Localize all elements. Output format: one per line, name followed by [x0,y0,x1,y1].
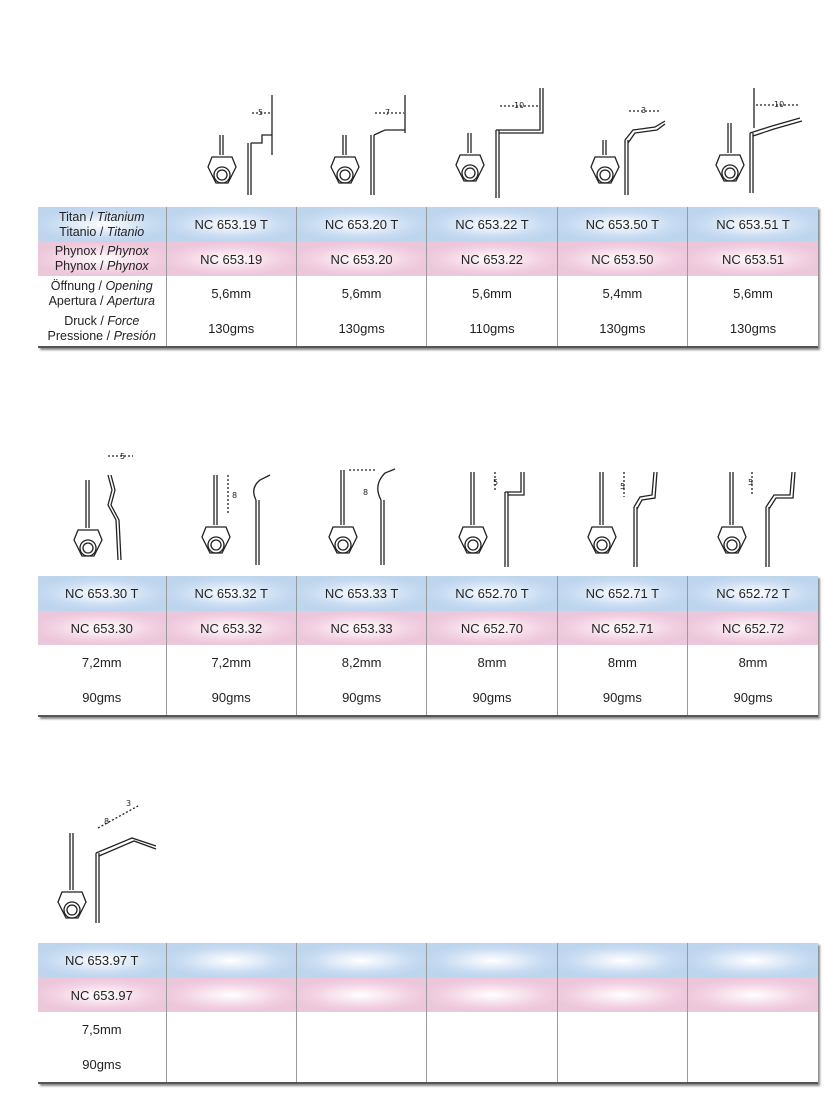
empty-cell [688,1012,818,1047]
phynox-code: NC 652.72 [688,611,818,645]
empty-cell [427,978,557,1012]
force-row [38,1047,818,1083]
clasp-drawing-653-33 [325,465,405,570]
empty-cell [557,978,687,1012]
opening-row [38,276,818,311]
dimension-label: 5 [120,452,126,461]
phynox-code: NC 652.71 [557,611,687,645]
titanium-code: NC 653.30 T [38,576,166,611]
force-value: 90gms [557,680,687,716]
empty-cell [427,1012,557,1047]
empty-cell [166,943,296,978]
dimension-label: 5 [748,478,754,487]
dimension-label: 8 [363,488,369,497]
phynox-label: Phynox / Phynox Phynox / Phynox [38,242,166,276]
clasp-spec-table-1 [38,207,818,348]
opening-value: 8,2mm [296,645,426,680]
phynox-code: NC 652.70 [427,611,557,645]
force-value: 130gms [166,311,296,347]
force-value: 90gms [38,680,166,716]
clasp-drawing-653-30 [68,450,148,570]
clasp-drawing-653-32 [200,470,280,570]
clasp-spec-table-3 [38,943,818,1084]
force-row [38,311,818,347]
opening-value: 7,2mm [38,645,166,680]
phynox-code: NC 653.32 [166,611,296,645]
empty-cell [166,1047,296,1083]
force-value: 90gms [427,680,557,716]
titanium-code: NC 652.72 T [688,576,818,611]
opening-label: Öffnung / Opening Apertura / Apertura [38,276,166,311]
force-value: 130gms [557,311,687,347]
opening-value: 7,5mm [38,1012,166,1047]
clasp-drawing-653-20 [325,95,415,205]
titanium-label: Titan / Titanium Titanio / Titanio [38,207,166,242]
opening-value: 5,6mm [166,276,296,311]
phynox-row [38,242,818,276]
empty-cell [427,943,557,978]
dimension-label: 3 [641,106,647,115]
clasp-drawing-653-22 [450,88,550,203]
phynox-code: NC 653.50 [557,242,687,276]
empty-cell [296,978,426,1012]
force-row [38,680,818,716]
empty-cell [166,978,296,1012]
titanium-code: NC 653.22 T [427,207,557,242]
opening-value: 5,6mm [688,276,818,311]
force-value: 90gms [296,680,426,716]
force-value: 130gms [688,311,818,347]
opening-value: 8mm [427,645,557,680]
dimension-label: 10 [514,101,525,110]
clasp-drawing-653-97 [52,798,162,938]
force-value: 110gms [427,311,557,347]
force-value: 90gms [166,680,296,716]
force-value: 130gms [296,311,426,347]
titanium-code: NC 653.20 T [296,207,426,242]
empty-cell [688,1047,818,1083]
empty-cell [688,943,818,978]
dimension-label: 5 [258,108,264,117]
clasp-drawing-652-71 [582,467,662,572]
phynox-code: NC 653.33 [296,611,426,645]
clasp-drawing-653-51 [712,88,807,203]
titanium-code: NC 653.19 T [166,207,296,242]
opening-value: 8mm [688,645,818,680]
phynox-code: NC 653.19 [166,242,296,276]
empty-cell [427,1047,557,1083]
phynox-code: NC 653.30 [38,611,166,645]
phynox-row [38,611,818,645]
empty-cell [296,943,426,978]
phynox-code: NC 653.20 [296,242,426,276]
phynox-row [38,978,818,1012]
opening-value: 8mm [557,645,687,680]
empty-cell [166,1012,296,1047]
opening-value: 7,2mm [166,645,296,680]
empty-cell [296,1047,426,1083]
titanium-row [38,576,818,611]
dimension-label: 8 [104,817,110,826]
dimension-label: 5 [620,482,626,491]
clasp-spec-table-2 [38,576,818,717]
opening-row [38,645,818,680]
empty-cell [557,943,687,978]
dimension-label: 10 [774,100,785,109]
clasp-drawing-653-50 [585,95,675,205]
opening-value: 5,4mm [557,276,687,311]
phynox-code: NC 653.97 [38,978,166,1012]
titanium-code: NC 652.70 T [427,576,557,611]
empty-cell [557,1047,687,1083]
titanium-code: NC 653.97 T [38,943,166,978]
force-label: Druck / Force Pressione / Presión [38,311,166,347]
opening-value: 5,6mm [427,276,557,311]
dimension-label: 3 [126,799,132,808]
force-value: 90gms [38,1047,166,1083]
clasp-drawing-653-19 [200,95,280,205]
titanium-code: NC 653.32 T [166,576,296,611]
empty-cell [688,978,818,1012]
empty-cell [557,1012,687,1047]
titanium-row [38,943,818,978]
titanium-code: NC 653.33 T [296,576,426,611]
clasp-drawing-652-72 [712,467,802,572]
titanium-code: NC 652.71 T [557,576,687,611]
empty-cell [296,1012,426,1047]
force-value: 90gms [688,680,818,716]
dimension-label: 8 [232,491,238,500]
phynox-code: NC 653.51 [688,242,818,276]
titanium-row [38,207,818,242]
dimension-label: 5 [493,478,499,487]
dimension-label: 7 [385,108,391,117]
titanium-code: NC 653.50 T [557,207,687,242]
opening-row [38,1012,818,1047]
titanium-code: NC 653.51 T [688,207,818,242]
clasp-drawing-652-70 [455,467,535,572]
phynox-code: NC 653.22 [427,242,557,276]
opening-value: 5,6mm [296,276,426,311]
